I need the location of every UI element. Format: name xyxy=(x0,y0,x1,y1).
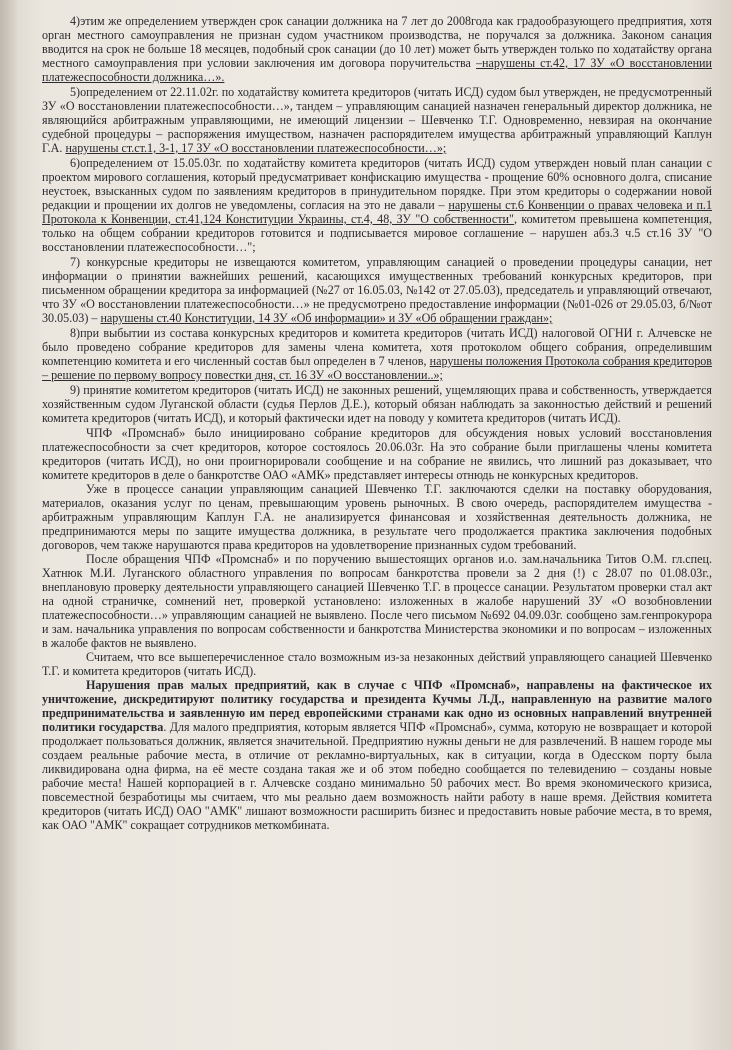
paragraph-7 xyxy=(42,255,712,325)
paragraph-text: 5)определением от 22.11.02г. по ходатайству комитета кредиторов (читать ИСД) судом был утвержден, не предусмотренный ЗУ «О восстановлении платежеспособности…», тандем – управляющим санацией назначен генеральный директор должника, не являющийся арбитражным управляющими, не имеющий лицензии – Шевченко Т.Г. Одновременно, невзирая на окончание судебной процедуры – распоряжения имуществом, назначен распорядителем имущества арбитражный управляющий Каплун Г.А. xyxy=(42,85,712,155)
paragraph-text: 9) принятие комитетом кредиторов (читать ИСД) не законных решений, ущемляющих права и собственность, утверждается хозяйственным судом Луганской области (судья Перлов Д.Е.), который обязан наблюдать за законностью действий и решений комитета кредиторов (читать ИСД), и который фактически идет на поводу у комитета кредиторов (читать ИСД). xyxy=(42,383,712,425)
violation-text: нарушены ст.ст.1, 3-1, 17 ЗУ «О восстановлении платежеспособности…»; xyxy=(65,141,447,155)
violation-text: нарушены ст.40 Конституции, 14 ЗУ «Об информации» и ЗУ «Об обращении граждан»; xyxy=(100,311,553,325)
paragraph-meeting: ЧПФ «Промснаб» было инициировано собрание кредиторов для обсуждения новых условий восстановления платежеспособности за счет кредиторов, которое состоялось 20.06.03г. На это собрание были приглашены члены комитета кредиторов (читать ИСД), но они проигнорировали сообщение и на собрание не явились, что лишний раз доказывает, что комитете кредиторов в деле о банкротстве ОАО «АМК» представляет интересы отнюдь не конкурсных кредиторов. xyxy=(42,426,712,482)
paragraph-text: 4)этим же определением утвержден срок санации должника на 7 лет до 2008года как градообразующего предприятия, хотя орган местного самоуправления не признан судом участником производства, не поручался за должника. Законом санация вводится на срок не больше 18 месяцев, подобный срок санации (до 10 лет) может быть утвержден только по ходатайству органа местного самоуправления при условии заключения им договора поручительства xyxy=(42,14,712,70)
paragraph-deals: Уже в процессе санации управляющим санацией Шевченко Т.Г. заключаются сделки на поставку оборудования, материалов, оказания услуг по ценам, превышающим уровень рыночных. В свою очередь, распорядителем имущества - арбитражным управляющим Каплун Г.А. не анализируется финансовая и хозяйственная деятельность должника, не предпринимаются меры по защите имущества должника, в результате чего продолжается практика заключения подобных договоров, чем также нарушаются права кредиторов на удовлетворение признанных судом требований. xyxy=(42,482,712,552)
paragraph-5 xyxy=(42,85,712,155)
violation-text: нарушены положения Протокола собрания кредиторов – решение по первому вопросу повестки дня, ст. 16 ЗУ «О восстановлении..»; xyxy=(42,354,712,382)
paragraph-9 xyxy=(42,383,712,425)
paragraph-conclusion: Считаем, что все вышеперечисленное стало возможным из-за незаконных действий управляющего санацией Шевченко Т.Г. и комитета кредиторов (читать ИСД). xyxy=(42,650,712,678)
paragraph-8 xyxy=(42,326,712,382)
paragraph-6 xyxy=(42,156,712,254)
paragraph-inspection: После обращения ЧПФ «Промснаб» и по поручению вышестоящих органов и.о. зам.начальника Титов О.М. гл.спец. Хатнюк М.И. Луганского областного управления по вопросам банкротства провели за 2 дня (!) с 28.07 по 01.08.03г., внеплановую проверку деятельности управляющего санацией Шевченко Т.Г. в процессе санации. Результатом проверки стал акт на одной страничке, сомнений нет, проверкой установлено: изложенных в жалобе нарушений ЗУ «О возобновлении платежеспособности…» управляющим санацией не выявлено. После чего письмом №692 04.09.03г. сообщено зам.генпрокурора и зам. начальника управления по вопросам собственности и банкротства Министерства экономики и по вопросам – изложенных в жалобе фактов не выявлено. xyxy=(42,552,712,650)
paragraph-text-tail: , комитетом превышена компетенция, только на общем собрании кредиторов готовится и подписывается мировое соглашение – нарушен абз.3 ч.5 ст.16 ЗУ "О восстановлении платежеспособности…"; xyxy=(42,212,712,254)
paragraph-text: 7) конкурсные кредиторы не извещаются комитетом, управляющим санацией о проведении процедуры санации, нет информации о принятии важнейших решений, касающихся имущественных требований конкурсных кредиторов, при письменном обращении кредитора за информацией (№27 от 16.05.03, №142 от 27.05.03), председатель и управляющий отвечают, что ЗУ «О восстановлении платежеспособности…» не предусмотрено предоставление информации (№01-026 от 29.05.03, б/№от 30.05.03) – xyxy=(42,255,712,325)
paragraph-text: 8)при выбытии из состава конкурсных кредиторов и комитета кредиторов (читать ИСД) налоговой ОГНИ г. Алчевске не было проведено собрание кредиторов для замены члена комитета, хотя протоколом общего собрания, определившим компетенцию комитета и его численный состав был определен в 7 членов, xyxy=(42,326,712,368)
paragraph-text: . Для малого предприятия, которым является ЧПФ «Промснаб», сумма, которую не возвращает и которой продолжает пользоваться должник, является значительной. Предприятию нужны деньги не для развлечений. В нашем городе мы создаем реальные рабочие места, в отличие от рекламно-виртуальных, как в ситуации, когда в Одесском порту была ликвидирована одна фирма, на её месте создана такая же и об этом победно сообщается по телевидению – созданы новые рабочие места! Нашей корпорацией в г. Алчевске создано минимально 50 рабочих мест. Во время экономического кризиса, повсеместной безработицы мы считаем, что мы реально даем возможность найти работу в наше время. Действия комитета кредиторов (читать ИСД) ОАО "АМК" лишают возможности расширить бизнес и предоставить новые рабочие места, в то время, как ОАО "АМК" сокращает сотрудников меткомбината. xyxy=(42,720,713,832)
paragraph-4 xyxy=(42,14,712,84)
paragraph-text: 6)определением от 15.05.03г. по ходатайству комитета кредиторов (читать ИСД) судом утвержден новый план санации с проектом мирового соглашения, который предусматривает конфискацию имущества - прощение 60% основного долга, списание неустоек, взысканных судом по заявлениям кредиторов в принудительном порядке. При этом кредиторы о содержании новой редакции и прощении их долгов не уведомлены, согласия на это не давали – xyxy=(42,156,712,212)
violation-text: нарушены ст.6 Конвенции о правах человека и п.1 Протокола к Конвенции, ст.41,124 Конституции Украины, ст.4, 48, ЗУ "О собственности" xyxy=(42,198,713,226)
violation-text: –нарушены ст.42, 17 ЗУ «О восстановлении платежеспособности должника…». xyxy=(42,56,712,84)
paragraph-final xyxy=(42,678,712,832)
bold-statement: Нарушения прав малых предприятий, как в случае с ЧПФ «Промснаб», направлены на фактическое их уничтожение, дискредитируют политику государства и президента Кучмы Л.Д., направленную на развитие малого предпринимательства и заявленную им перед европейскими странами как одно из основных направлений внутренней политики государства xyxy=(42,678,712,734)
